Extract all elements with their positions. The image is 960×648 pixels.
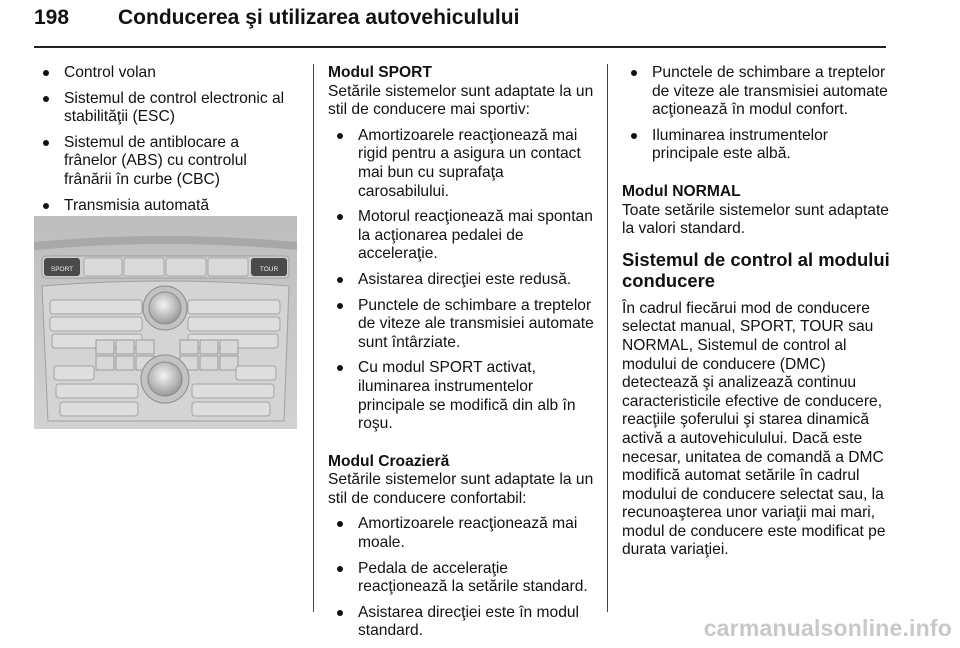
list-item: Punctele de schimbare a treptelor de viteze ale transmisiei automate acţionează în modul confort.: [622, 64, 890, 120]
console-figure: [34, 216, 297, 429]
column-2: [328, 64, 596, 648]
tour-button-label: TOUR: [259, 266, 279, 273]
column-divider: [607, 64, 608, 612]
list-item: Iluminarea instrumentelor principale este albă.: [622, 127, 890, 164]
list-item: Amortizoarele reacţionează mai moale.: [328, 515, 596, 552]
sport-heading: Modul SPORT: [328, 64, 432, 81]
list-item: Motorul reacţionează mai spontan la acţionarea pedalei de acceleraţie.: [328, 208, 596, 264]
sport-intro: Setările sistemelor sunt adaptate la un stil de conducere mai sportiv:: [328, 82, 594, 119]
list-item: Sistemul de antiblocare a frânelor (ABS) cu controlul frânării în curbe (CBC): [34, 134, 296, 190]
column-divider: [313, 64, 314, 612]
page-header: [34, 2, 886, 48]
dmc-text: În cadrul fiecărui mod de conducere selectat manual, SPORT, TOUR sau NORMAL, Sistemul de control al modului de conducere (DMC) detectează şi analizează continuu caracteristicile efective de conducere, reacţiile şoferului şi starea dinamică activă a autovehiculului. Dacă este necesar, unitatea de comandă a DMC modifică automat setările în cadrul modului de conducere selectat sau, la recunoaşterea unor variaţii mai mari, modul de conducere este modificat pe durata variaţiei.: [622, 299, 886, 559]
list-item: Pedala de acceleraţie reacţionează la setările standard.: [328, 560, 596, 597]
list-item: Transmisia automată: [34, 197, 296, 216]
list-item: Punctele de schimbare a treptelor de viteze ale transmisiei automate sunt întârziate.: [328, 297, 596, 353]
watermark: carmanualsonline.info: [703, 615, 952, 641]
column-1: [34, 64, 296, 222]
tour-list: [328, 515, 596, 641]
list-item: Asistarea direcţiei este redusă.: [328, 271, 596, 290]
tour-heading: Modul Croazieră: [328, 452, 450, 470]
page-number: 198: [34, 6, 70, 29]
system-list: [34, 64, 296, 215]
tour-list-continued: [622, 64, 890, 164]
list-item: Amortizoarele reacţionează mai rigid pentru a asigura un contact mai bun cu suprafaţa carosabilului.: [328, 127, 596, 201]
list-item: Sistemul de control electronic al stabilităţii (ESC): [34, 90, 296, 127]
list-item: Cu modul SPORT activat, iluminarea instrumentelor principale se modifică din alb în roşu.: [328, 359, 596, 433]
page-title: Conducerea şi utilizarea autovehiculului: [118, 6, 520, 29]
column-3: [622, 64, 890, 567]
list-item: Asistarea direcţiei este în modul standard.: [328, 604, 596, 641]
sport-list: [328, 127, 596, 434]
sport-button-label: SPORT: [50, 266, 74, 273]
list-item: Control volan: [34, 64, 296, 83]
dmc-heading: Sistemul de control al modului conducere: [622, 248, 890, 291]
console-illustration: [34, 216, 297, 429]
tour-intro: Setările sistemelor sunt adaptate la un stil de conducere confortabil:: [328, 471, 594, 507]
normal-heading: Modul NORMAL: [622, 182, 741, 200]
normal-text: Toate setările sistemelor sunt adaptate la valori standard.: [622, 201, 889, 238]
